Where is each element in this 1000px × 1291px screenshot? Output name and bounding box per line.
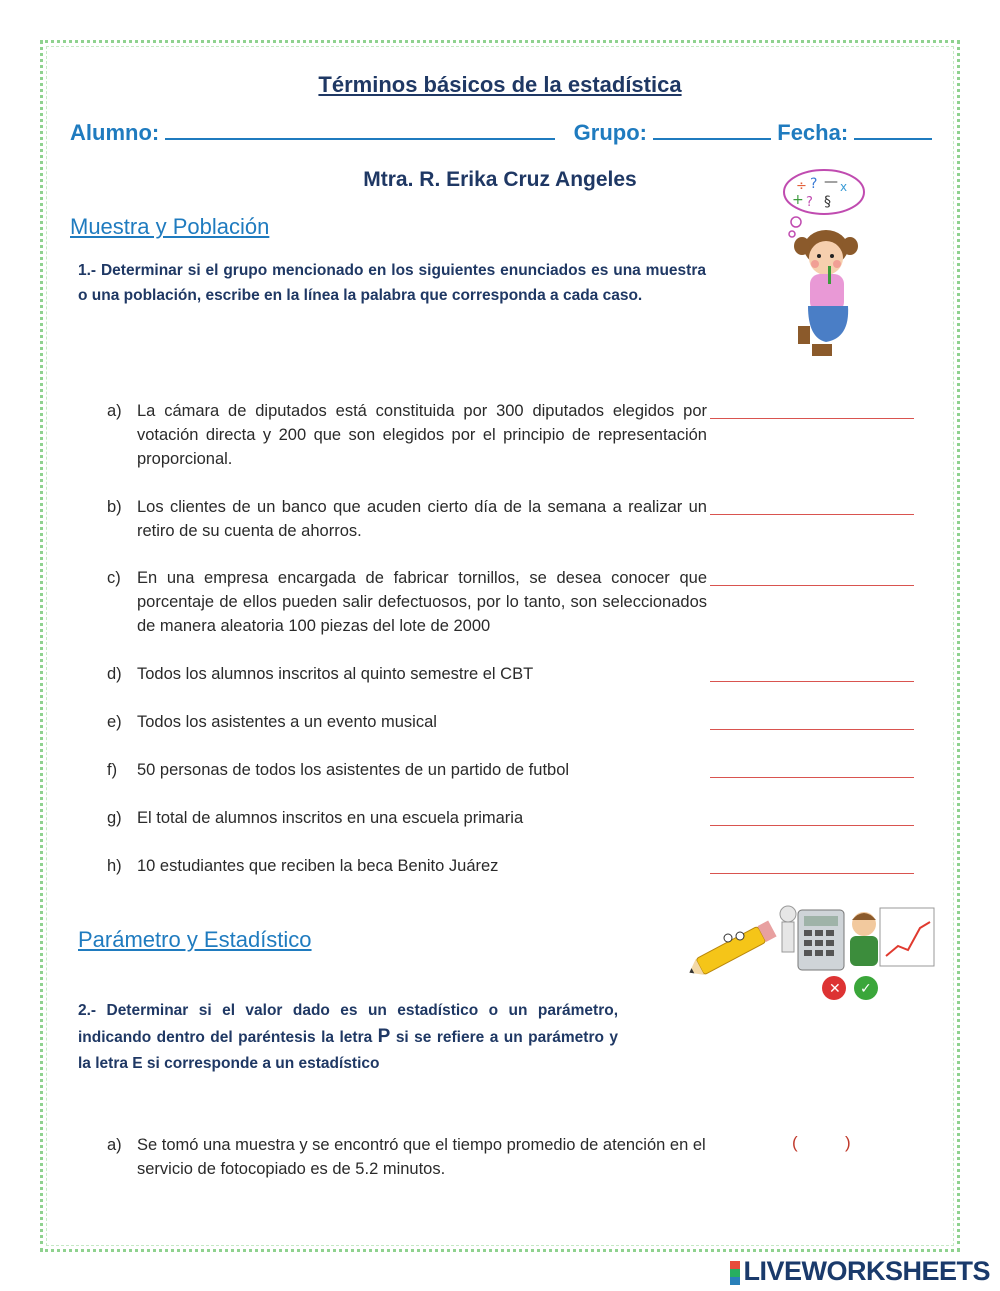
answer-line-a[interactable] — [710, 418, 914, 419]
answer-line-b[interactable] — [710, 514, 914, 515]
svg-text:§: § — [824, 194, 831, 210]
list-item — [107, 710, 707, 734]
item-letter: d) — [107, 665, 122, 683]
logo-mark-icon — [730, 1261, 740, 1285]
item-text: 10 estudiantes que reciben la beca Benito Juárez — [137, 857, 499, 875]
item-text: La cámara de diputados está constituida por 300 diputados elegidos por votación directa y 200 que son elegidos por el principio de representación proporcional. — [137, 402, 707, 468]
svg-text:?: ? — [806, 195, 813, 210]
paren-open: ( — [792, 1133, 798, 1152]
svg-text:?: ? — [810, 176, 818, 192]
grupo-field[interactable] — [653, 118, 771, 140]
list-item — [107, 495, 707, 543]
svg-text:✕: ✕ — [829, 981, 841, 997]
item-text: Se tomó una muestra y se encontró que el tiempo promedio de atención en el servicio de fotocopiado es de 5.2 minutos. — [137, 1136, 706, 1178]
item-text: En una empresa encargada de fabricar tornillos, se desea conocer que porcentaje de ellos pueden salir defectuosos, por lo tanto, son seleccionados de manera aleatoria 100 piezas del lote de 2000 — [137, 569, 707, 635]
answer-line-e[interactable] — [710, 729, 914, 730]
svg-text:÷: ÷ — [796, 179, 807, 194]
item-text: El total de alumnos inscritos en una escuela primaria — [137, 809, 524, 827]
item-letter: c) — [107, 569, 121, 587]
item-text: Los clientes de un banco que acuden cierto día de la semana a realizar un retiro de su cuenta de ahorros. — [137, 498, 707, 540]
svg-text:x: x — [840, 180, 848, 194]
section-heading-muestra: Muestra y Población — [70, 214, 270, 239]
item-letter: e) — [107, 713, 122, 731]
instructions-2-text-a: 2.- Determinar si el valor dado es un estadístico o un parámetro, indicando dentro del paréntesis la letra — [78, 1002, 618, 1046]
teacher-name: Mtra. R. Erika Cruz Angeles — [363, 168, 637, 191]
item-letter: g) — [107, 809, 122, 827]
alumno-field[interactable] — [165, 118, 555, 140]
list-item — [107, 854, 707, 878]
item-letter: a) — [107, 1136, 122, 1154]
svg-text:—: — — [824, 174, 838, 190]
instructions-2-text-b: si se refiere a un parámetro y la letra E si corresponde a un estadístico — [78, 1029, 619, 1072]
alumno-label: Alumno: — [70, 120, 160, 145]
grupo-label: Grupo: — [573, 120, 647, 145]
girl-thinking-illustration — [768, 166, 868, 366]
answer-line-g[interactable] — [710, 825, 914, 826]
section-heading-parametro: Parámetro y Estadístico — [78, 927, 312, 952]
answer-line-d[interactable] — [710, 681, 914, 682]
svg-text:+: + — [792, 192, 804, 208]
item-text: Todos los alumnos inscritos al quinto semestre el CBT — [137, 665, 534, 683]
answer-line-h[interactable] — [710, 873, 914, 874]
fecha-field[interactable] — [854, 118, 932, 140]
fecha-label: Fecha: — [777, 120, 849, 145]
item-text: 50 personas de todos los asistentes de un partido de futbol — [137, 761, 570, 779]
instructions-2-letter-p: P — [377, 1026, 391, 1047]
page-title: Términos básicos de la estadística — [318, 72, 682, 97]
liveworksheets-logo — [730, 1256, 990, 1287]
item-letter: b) — [107, 498, 122, 516]
answer-paren-field[interactable] — [804, 1136, 842, 1156]
svg-text:✓: ✓ — [860, 981, 872, 997]
logo-text: LIVEWORKSHEETS — [743, 1256, 990, 1286]
paren-close: ) — [845, 1133, 851, 1152]
stats-clipart-illustration — [684, 900, 944, 1004]
item-letter: f) — [107, 761, 118, 779]
student-info-line — [70, 118, 940, 146]
list-item — [107, 566, 707, 638]
list-item — [107, 1133, 717, 1181]
answer-line-f[interactable] — [710, 777, 914, 778]
list-item — [107, 806, 707, 830]
item-letter: h) — [107, 857, 122, 875]
item-letter: a) — [107, 402, 122, 420]
instructions-1: 1.- Determinar si el grupo mencionado en los siguientes enunciados es una muestra o una población, escribe en la línea la palabra que corresponda a cada caso. — [78, 262, 706, 304]
list-item — [107, 662, 707, 686]
instructions-2 — [78, 998, 618, 1077]
list-item — [107, 758, 707, 782]
list-item — [107, 399, 707, 471]
item-text: Todos los asistentes a un evento musical — [137, 713, 437, 731]
answer-line-c[interactable] — [710, 585, 914, 586]
